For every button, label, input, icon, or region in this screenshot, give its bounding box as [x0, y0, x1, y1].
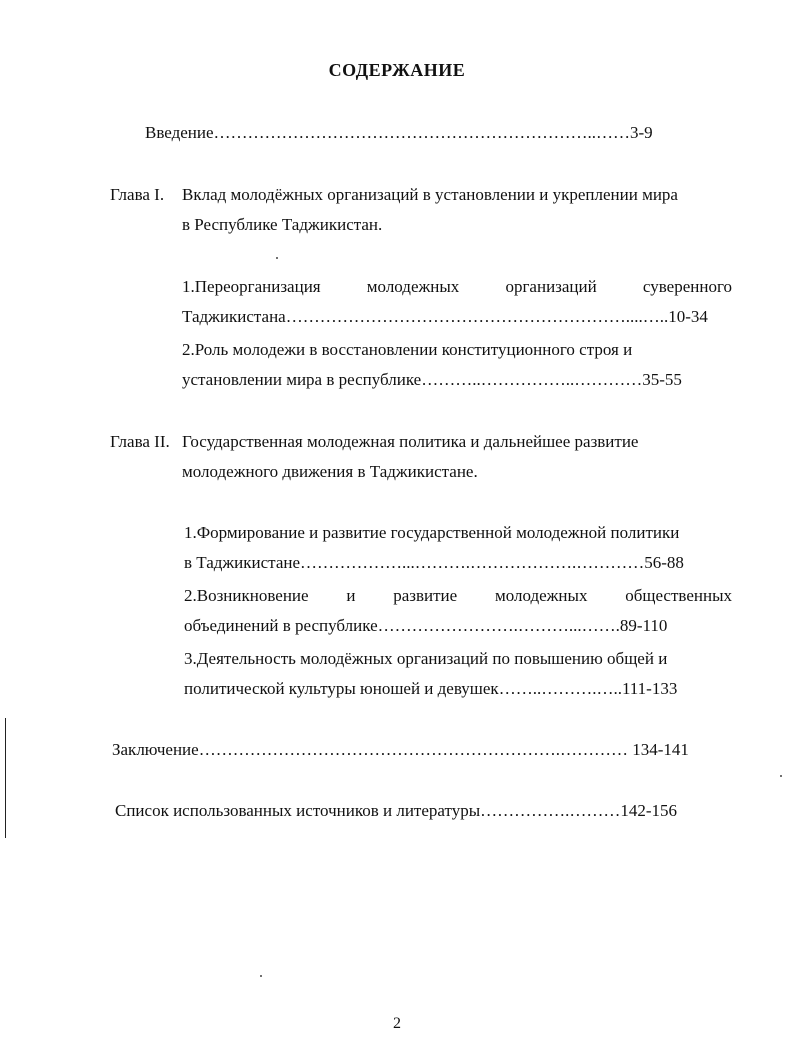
page-number: 2: [393, 1015, 401, 1032]
section-1-2-line1: 2.Роль молодежи в восстановлении конституционного строя и: [182, 340, 633, 359]
section-2-2-word: и: [346, 586, 356, 605]
section-2-2-word: развитие: [393, 586, 458, 605]
scan-speck: [260, 975, 262, 977]
chapter-1-title-line2: в Республике Таджикистан.: [182, 215, 383, 234]
scan-speck: [276, 257, 278, 259]
chapter-1-label: Глава I.: [110, 185, 165, 204]
section-2-2-word: 2.Возникновение: [184, 586, 309, 605]
section-1-1-word: 1.Переорганизация: [182, 277, 321, 296]
section-1-1-line2: Таджикистана……………………………………………………....…..10-34: [182, 307, 708, 326]
section-2-2-line1: [184, 585, 732, 607]
chapter-2-label: Глава II.: [110, 432, 170, 451]
toc-entry-conclusion: Заключение……………………………………………………….………… 134-141: [112, 740, 689, 759]
section-1-2-line2: установлении мира в республике………..……………..…………35-55: [182, 370, 682, 389]
chapter-1-title-line1: Вклад молодёжных организаций в установлении и укреплении мира: [182, 185, 678, 204]
section-2-3-line2: политической культуры юношей и девушек……..……….…..111-133: [184, 679, 678, 698]
section-1-1-word: суверенного: [642, 277, 732, 296]
chapter-2-title-line2: молодежного движения в Таджикистане.: [182, 462, 478, 481]
section-2-3-line1: 3.Деятельность молодёжных организаций по повышению общей и: [184, 649, 668, 668]
section-2-2-line2: объединений в республике…………………….………...…….89-110: [184, 616, 668, 635]
section-2-1-line2: в Таджикистане………………...……….……………….…………56-88: [184, 553, 684, 572]
section-2-1-line1: 1.Формирование и развитие государственной молодежной политики: [184, 523, 680, 542]
chapter-2-title-line1: Государственная молодежная политика и дальнейшее развитие: [182, 432, 639, 451]
section-2-2-word: молодежных: [494, 586, 588, 605]
toc-entry-introduction: Введение…………………………………………………………..……3-9: [145, 123, 653, 142]
page-title: СОДЕРЖАНИЕ: [328, 60, 466, 80]
section-2-2-word: общественных: [625, 586, 732, 605]
scan-edge-line: [5, 718, 6, 838]
section-1-1-line1: [182, 276, 732, 298]
scan-speck: [780, 775, 782, 777]
section-1-1-word: молодежных: [366, 277, 460, 296]
toc-entry-bibliography: Список использованных источников и литературы…………….………142-156: [115, 801, 678, 820]
section-1-1-word: организаций: [505, 277, 597, 296]
